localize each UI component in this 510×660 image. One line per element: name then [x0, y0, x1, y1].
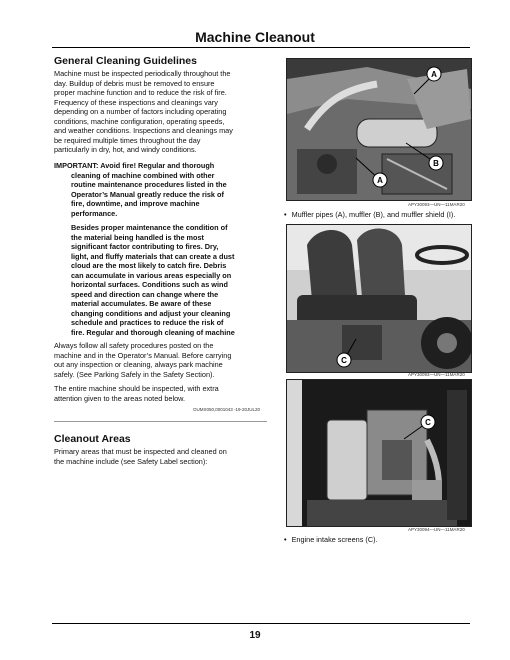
intro-line: particularly in dry, hot, and windy conditions. — [54, 145, 197, 154]
inspect-line: The entire machine should be inspected, with extra — [54, 384, 219, 393]
important-line: cleaning of machine combined with other — [71, 170, 215, 180]
important-line: horizontal surfaces. Conditions such as wind — [71, 280, 228, 289]
important-line: material accumulates. Be aware of these — [71, 299, 212, 308]
important-line: fire. Regular and thorough cleaning of machine — [71, 327, 235, 337]
intro-line: Frequency of these inspections and cleanings vary — [54, 97, 218, 107]
callout-label: A — [377, 176, 383, 185]
figure-caption — [284, 535, 378, 544]
section-heading-general: General Cleaning Guidelines — [54, 55, 197, 67]
callout-label: C — [341, 356, 347, 365]
cleanout-line: the machine include (see Safety Label section): — [54, 456, 208, 466]
document-id: OUMX050,0001043 -19-20JUL20 — [192, 407, 260, 412]
intro-line: be required multiple times throughout the day — [54, 135, 201, 145]
important-line: Besides proper maintenance the condition of — [71, 223, 228, 232]
cleanout-line: Primary areas that must be inspected and cleaned on — [54, 447, 227, 456]
bullet-icon: • — [284, 535, 287, 544]
seats-callouts — [286, 224, 470, 371]
intro-line: depending on a number of factors including operating — [54, 107, 227, 116]
important-line: performance. — [71, 208, 118, 218]
intro-line: proper machine function and to reduce the risk of fire. — [54, 88, 227, 97]
callout-label: C — [425, 418, 431, 427]
intro-line: Machine must be inspected periodically throughout the — [54, 69, 231, 78]
important-line: IMPORTANT: Avoid fire! Regular and thorough — [54, 161, 215, 170]
important-line: can accumulate in various areas especially on — [71, 270, 232, 280]
caption-text: Muffler pipes (A), muffler (B), and muffler shield (I). — [291, 210, 456, 219]
intro-line: day. Buildup of debris must be removed to ensure — [54, 78, 215, 88]
safety-line: Always follow all safety procedures posted on the — [54, 341, 214, 350]
cleanout-paragraph — [54, 447, 266, 466]
figure-id: APY30094—UN—11MAR20 — [408, 527, 465, 532]
callout-label: B — [433, 159, 439, 168]
important-line: routine maintenance procedures listed in the — [71, 180, 227, 189]
inspect-paragraph — [54, 384, 266, 403]
important-line: light, and fluffy materials that can create a dust — [71, 251, 235, 261]
important-line: fire, downtime, and improve machine — [71, 199, 200, 208]
important-line: schedule and practices to reduce the risk of — [71, 318, 224, 327]
intro-paragraph — [54, 69, 266, 155]
important-line: Operator’s Manual greatly reduce the risk of — [71, 189, 224, 199]
bullet-icon: • — [284, 210, 287, 219]
important-notice — [54, 161, 268, 337]
important-line: speed and direction can change where the — [71, 289, 219, 299]
important-line: changing conditions and adjust your cleaning — [71, 308, 231, 318]
footer-divider — [52, 623, 470, 624]
muffler-callouts — [286, 58, 470, 199]
figure-id: APY30093—UN—11MAR20 — [408, 372, 465, 377]
figure-id: APY30093—UN—11MAR20 — [408, 202, 465, 207]
page-title: Machine Cleanout — [195, 29, 315, 45]
caption-text: Engine intake screens (C). — [291, 535, 378, 544]
engine-callouts — [286, 379, 470, 525]
important-line: cloud are the most likely to catch fire. Debris — [71, 261, 227, 270]
callout-label: A — [431, 70, 437, 79]
page-number: 19 — [249, 630, 261, 641]
intro-line: and weather conditions. Inspections and cleanings may — [54, 126, 233, 135]
safety-line: machine and in the Operator’s Manual. Before carrying — [54, 350, 232, 360]
safety-line: safely. (See Parking Safely in the Safety Section). — [54, 369, 215, 379]
section-divider — [54, 421, 267, 422]
safety-paragraph — [54, 341, 266, 379]
section-heading-cleanout: Cleanout Areas — [54, 433, 131, 445]
title-divider — [52, 47, 470, 48]
figure-caption — [284, 210, 455, 219]
safety-line: out any inspection or cleaning, always park machine — [54, 360, 223, 369]
important-line: the material being handled is the most — [71, 232, 204, 242]
inspect-line: attention given to the areas noted below. — [54, 393, 186, 403]
important-line: significant factor contributing to fires. Dry, — [71, 242, 219, 251]
intro-line: conditions, machine configuration, operating speeds, — [54, 116, 225, 126]
